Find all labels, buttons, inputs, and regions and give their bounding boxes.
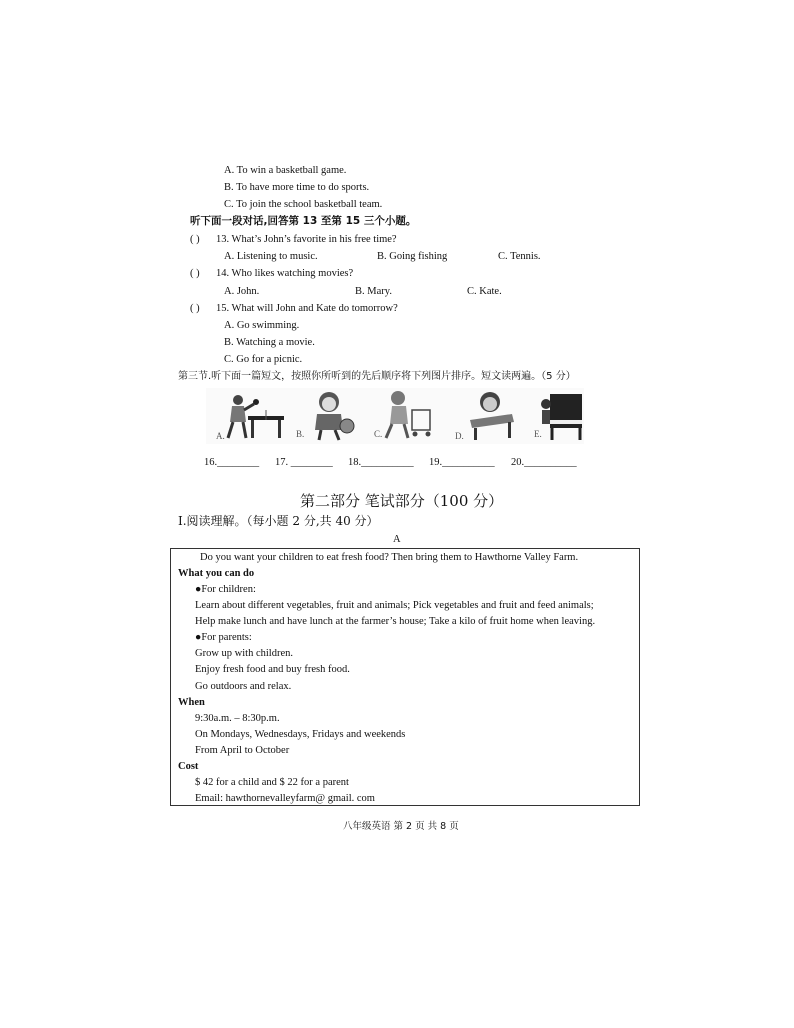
children-line-2: Help make lunch and have lunch at the farmer’s house; Take a kilo of fruit home when leaving. <box>195 616 596 627</box>
q15-option-c: C. Go for a picnic. <box>224 354 303 365</box>
when-line-2: On Mondays, Wednesdays, Fridays and weekends <box>195 729 406 740</box>
for-children: ●For children: <box>195 584 256 595</box>
answer-blank-16[interactable]: 16.________ <box>204 457 260 468</box>
student-at-desk-icon <box>458 390 522 442</box>
q14-option-a: A. John. <box>224 286 260 297</box>
q13-answer-paren: ( ) <box>190 234 200 245</box>
when-line-3: From April to October <box>195 745 290 756</box>
answer-blank-18[interactable]: 18.__________ <box>348 457 414 468</box>
page-footer: 八年级英语 第 2 页 共 8 页 <box>343 821 459 832</box>
answer-blank-19[interactable]: 19.__________ <box>429 457 495 468</box>
cost-line-1: $ 42 for a child and $ 22 for a parent <box>195 777 349 788</box>
reading-section-heading: Ⅰ.阅读理解。（每小题 2 分,共 40 分） <box>178 514 379 528</box>
q13-option-a: A. Listening to music. <box>224 251 318 262</box>
q15-option-b: B. Watching a movie. <box>224 337 315 348</box>
instruction-13-15: 听下面一段对话,回答第 13 至第 15 三个小题。 <box>190 215 417 227</box>
passage-intro: Do you want your children to eat fresh food? Then bring them to Hawthorne Valley Farm. <box>200 552 579 563</box>
when-line-1: 9:30a.m. – 8:30p.m. <box>195 713 280 724</box>
picture-label-c: C. <box>374 429 383 439</box>
children-line-1: Learn about different vegetables, fruit and animals; Pick vegetables and fruit and feed animals; <box>195 600 594 611</box>
what-heading: What you can do <box>178 568 255 579</box>
basketball-player-icon <box>301 390 361 442</box>
q15-answer-paren: ( ) <box>190 303 200 314</box>
parents-line-1: Grow up with children. <box>195 648 293 659</box>
q15-question: 15. What will John and Kate do tomorrow? <box>216 303 398 314</box>
answer-blank-17[interactable]: 17. ________ <box>275 457 333 468</box>
q14-answer-paren: ( ) <box>190 268 200 279</box>
parents-line-2: Enjoy fresh food and buy fresh food. <box>195 664 350 675</box>
picture-label-b: B. <box>296 429 305 439</box>
for-parents: ●For parents: <box>195 632 252 643</box>
shopping-person-icon <box>378 388 438 442</box>
q13-option-c: C. Tennis. <box>498 251 541 262</box>
q13-option-b: B. Going fishing <box>377 251 448 262</box>
passage-label: A <box>393 534 401 545</box>
q15-option-a: A. Go swimming. <box>224 320 300 331</box>
q12-option-c: C. To join the school basketball team. <box>224 199 383 210</box>
picture-strip <box>206 388 584 444</box>
q14-option-c: C. Kate. <box>467 286 502 297</box>
answer-blank-20[interactable]: 20.__________ <box>511 457 577 468</box>
picture-label-a: A. <box>216 431 225 441</box>
q14-option-b: B. Mary. <box>355 286 392 297</box>
piano-player-icon <box>536 390 586 442</box>
cost-line-2: Email: hawthornevalleyfarm@ gmail. com <box>195 793 375 804</box>
when-heading: When <box>178 697 205 708</box>
section3-instruction: 第三节.听下面一篇短文，按照你所听到的先后顺序将下列图片排序。短文读两遍。（5 分） <box>178 371 576 382</box>
cost-heading: Cost <box>178 761 199 772</box>
parents-line-3: Go outdoors and relax. <box>195 681 292 692</box>
picture-label-d: D. <box>455 431 464 441</box>
q12-option-b: B. To have more time to do sports. <box>224 182 370 193</box>
table-tennis-player-icon <box>218 390 288 442</box>
q12-option-a: A. To win a basketball game. <box>224 165 347 176</box>
q14-question: 14. Who likes watching movies? <box>216 268 354 279</box>
q13-question: 13. What’s John’s favorite in his free time? <box>216 234 397 245</box>
picture-label-e: E. <box>534 429 542 439</box>
part2-title: 第二部分 笔试部分（100 分） <box>300 492 504 510</box>
